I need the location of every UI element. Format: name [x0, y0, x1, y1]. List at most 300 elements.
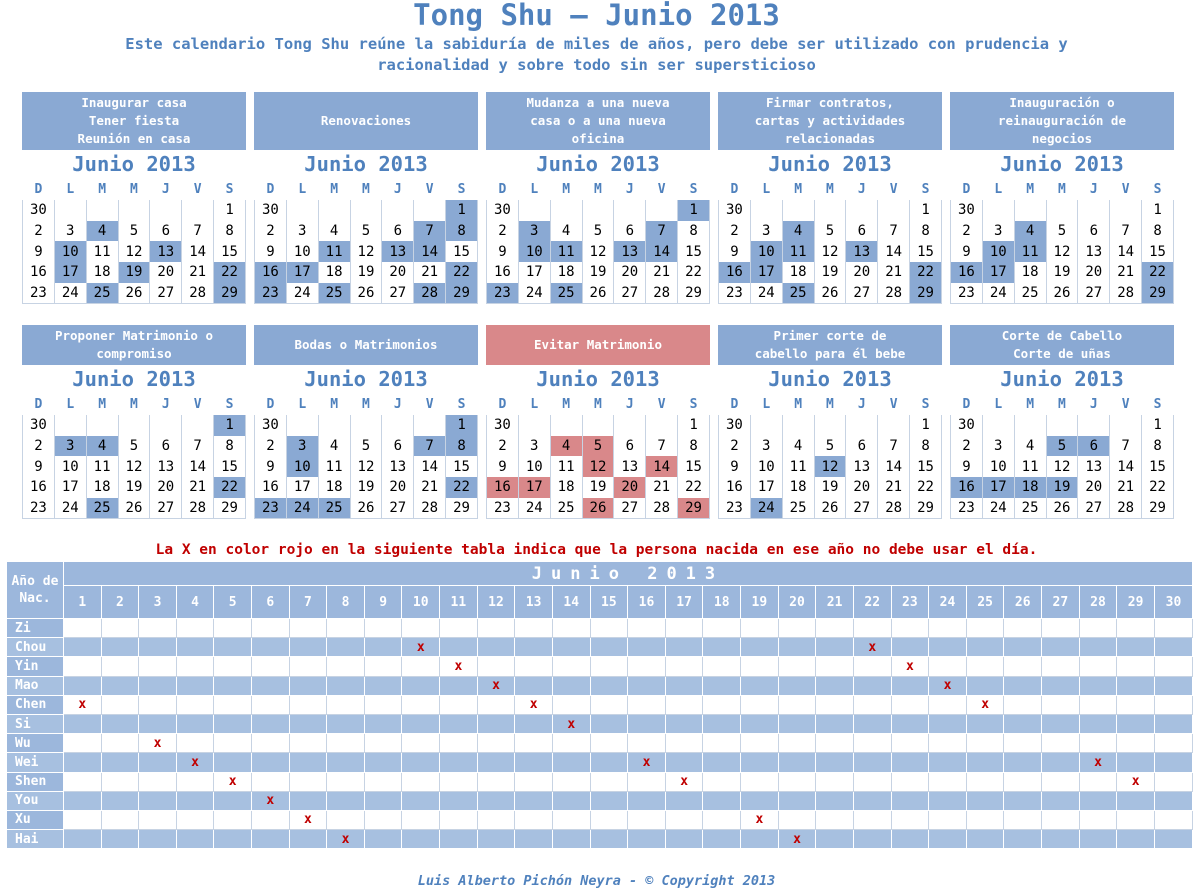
- month-label: Junio 2013: [72, 152, 196, 176]
- day-cell: 11: [782, 456, 814, 477]
- day-cell: 15: [446, 241, 478, 262]
- x-mark: x: [139, 734, 177, 753]
- day-cell: 1: [446, 415, 478, 436]
- weekday-header: D: [498, 396, 507, 412]
- mark-cell: [477, 657, 515, 676]
- weekday-header: J: [393, 181, 402, 197]
- day-header: 4: [176, 586, 214, 619]
- day-cell: [318, 415, 350, 436]
- mark-cell: [590, 753, 628, 772]
- mark-cell: [139, 791, 177, 810]
- mark-cell: [440, 695, 478, 714]
- birth-year-label: You: [7, 791, 64, 810]
- day-cell: 28: [414, 283, 446, 304]
- mark-cell: [552, 810, 590, 829]
- day-cell: 10: [286, 241, 318, 262]
- day-cell: [414, 200, 446, 221]
- day-header: 26: [1004, 586, 1042, 619]
- day-cell: [878, 415, 910, 436]
- day-cell: [550, 415, 582, 436]
- weekday-header: J: [393, 396, 402, 412]
- day-cell: 13: [846, 241, 878, 262]
- weekday-header: J: [625, 396, 634, 412]
- day-cell: 9: [719, 241, 751, 262]
- mark-cell: [63, 791, 101, 810]
- mark-cell: [1079, 714, 1117, 733]
- mark-cell: [816, 753, 854, 772]
- mark-cell: [176, 734, 214, 753]
- mark-cell: [929, 753, 967, 772]
- day-cell: 8: [678, 436, 710, 457]
- day-cell: 18: [318, 477, 350, 498]
- panel-title: [950, 92, 1174, 150]
- day-cell: 11: [1014, 241, 1046, 262]
- mark-cell: [440, 810, 478, 829]
- day-cell: [382, 200, 414, 221]
- mark-cell: [515, 657, 553, 676]
- weekday-header: L: [994, 181, 1003, 197]
- day-cell: 6: [846, 221, 878, 242]
- mark-cell: [477, 791, 515, 810]
- day-cell: 20: [150, 262, 182, 283]
- day-cell: 14: [1110, 241, 1142, 262]
- mark-cell: [891, 676, 929, 695]
- weekday-header: S: [225, 396, 234, 412]
- day-cell: 13: [1078, 456, 1110, 477]
- birth-year-label: Yin: [7, 657, 64, 676]
- day-cell: 7: [1110, 221, 1142, 242]
- mark-cell: [477, 695, 515, 714]
- day-cell: 3: [54, 436, 86, 457]
- birth-year-label: Chen: [7, 695, 64, 714]
- panel-title: [950, 325, 1174, 365]
- day-cell: 19: [1046, 477, 1078, 498]
- mark-cell: [816, 772, 854, 791]
- mark-cell: [101, 753, 139, 772]
- day-cell: 10: [750, 456, 782, 477]
- day-cell: 30: [23, 415, 55, 436]
- mark-cell: [966, 772, 1004, 791]
- day-cell: [286, 200, 318, 221]
- month-grid: [254, 393, 478, 519]
- day-cell: 1: [1142, 200, 1174, 221]
- weekday-header: L: [530, 181, 539, 197]
- mark-cell: [402, 830, 440, 849]
- day-cell: 20: [382, 477, 414, 498]
- day-cell: [782, 415, 814, 436]
- day-cell: 11: [1014, 456, 1046, 477]
- day-cell: 19: [814, 262, 846, 283]
- table-row: [7, 695, 1193, 714]
- mark-cell: [402, 619, 440, 638]
- mark-cell: [703, 791, 741, 810]
- day-header: 24: [929, 586, 967, 619]
- weekday-header: M: [562, 396, 571, 412]
- mark-cell: [1154, 772, 1192, 791]
- month-grid: [486, 178, 710, 304]
- mark-cell: [703, 772, 741, 791]
- calendar-panel: [254, 92, 478, 304]
- mark-cell: [816, 714, 854, 733]
- day-cell: 21: [878, 477, 910, 498]
- mark-cell: [741, 695, 779, 714]
- day-cell: [1046, 200, 1078, 221]
- day-cell: 27: [846, 283, 878, 304]
- day-cell: 24: [750, 498, 782, 519]
- weekday-header: S: [1153, 181, 1162, 197]
- day-cell: 23: [255, 283, 287, 304]
- day-cell: 11: [86, 241, 118, 262]
- x-mark: x: [853, 638, 891, 657]
- day-cell: 11: [318, 241, 350, 262]
- day-cell: 10: [54, 456, 86, 477]
- mark-cell: [741, 638, 779, 657]
- mark-cell: [176, 714, 214, 733]
- day-cell: 10: [982, 241, 1014, 262]
- day-cell: 7: [878, 436, 910, 457]
- mark-cell: [214, 830, 252, 849]
- day-cell: 19: [118, 262, 150, 283]
- day-cell: 9: [487, 241, 519, 262]
- day-cell: 3: [518, 221, 550, 242]
- x-mark: x: [402, 638, 440, 657]
- day-cell: 6: [150, 436, 182, 457]
- mark-cell: [552, 772, 590, 791]
- day-cell: [318, 200, 350, 221]
- mark-cell: [853, 772, 891, 791]
- table-row: [7, 791, 1193, 810]
- day-header: 19: [741, 586, 779, 619]
- mark-cell: [1117, 638, 1155, 657]
- mark-cell: [703, 734, 741, 753]
- mark-cell: [289, 772, 327, 791]
- panel-title-line: compromiso: [96, 346, 172, 361]
- weekday-header: V: [1121, 181, 1130, 197]
- mark-cell: [741, 791, 779, 810]
- weekday-header: V: [657, 181, 666, 197]
- day-cell: 29: [214, 498, 246, 519]
- mark-cell: [289, 695, 327, 714]
- mark-cell: [515, 791, 553, 810]
- mark-cell: [1154, 810, 1192, 829]
- mark-cell: [139, 772, 177, 791]
- day-cell: 28: [878, 283, 910, 304]
- day-cell: 18: [86, 262, 118, 283]
- mark-cell: [1154, 714, 1192, 733]
- day-cell: 16: [719, 262, 751, 283]
- mark-cell: [1079, 695, 1117, 714]
- mark-cell: [778, 657, 816, 676]
- day-cell: 23: [719, 498, 751, 519]
- day-cell: 11: [782, 241, 814, 262]
- mark-cell: [966, 810, 1004, 829]
- weekday-header: S: [225, 181, 234, 197]
- mark-cell: [515, 676, 553, 695]
- mark-cell: [176, 638, 214, 657]
- weekday-header: M: [594, 181, 602, 197]
- month-grid: [22, 178, 246, 304]
- day-cell: 18: [86, 477, 118, 498]
- mark-cell: [929, 695, 967, 714]
- weekday-header: L: [530, 396, 539, 412]
- calendar-panel: [486, 325, 710, 519]
- mark-cell: [1004, 830, 1042, 849]
- mark-cell: [703, 619, 741, 638]
- day-cell: 7: [414, 221, 446, 242]
- mark-cell: [891, 619, 929, 638]
- mark-cell: [402, 772, 440, 791]
- copyright: Luis Alberto Pichón Neyra - © Copyright 2013: [417, 873, 776, 889]
- day-cell: 15: [678, 456, 710, 477]
- mark-cell: [364, 676, 402, 695]
- table-row: [7, 734, 1193, 753]
- x-mark: x: [440, 657, 478, 676]
- day-cell: 17: [286, 262, 318, 283]
- weekday-header: M: [1058, 181, 1066, 197]
- weekday-header: S: [921, 181, 930, 197]
- month-label: Junio 2013: [72, 367, 196, 391]
- subtitle-line: Este calendario Tong Shu reúne la sabiduría de miles de años, pero debe ser utilizado con prudencia y: [125, 35, 1068, 53]
- day-cell: 23: [487, 498, 519, 519]
- day-header: 5: [214, 586, 252, 619]
- mark-cell: [703, 657, 741, 676]
- mark-cell: [1079, 676, 1117, 695]
- month-grid: [718, 178, 942, 304]
- day-cell: 2: [951, 221, 983, 242]
- day-cell: 22: [1142, 262, 1174, 283]
- mark-cell: [929, 791, 967, 810]
- day-cell: 26: [1046, 498, 1078, 519]
- day-cell: 28: [182, 283, 214, 304]
- mark-cell: [176, 619, 214, 638]
- mark-cell: [929, 619, 967, 638]
- x-mark: x: [515, 695, 553, 714]
- day-cell: [1014, 200, 1046, 221]
- day-cell: 8: [678, 221, 710, 242]
- mark-cell: [778, 810, 816, 829]
- day-cell: 2: [23, 436, 55, 457]
- mark-cell: [628, 657, 666, 676]
- day-cell: 20: [614, 477, 646, 498]
- mark-cell: [101, 734, 139, 753]
- day-header: 30: [1154, 586, 1192, 619]
- day-cell: 27: [614, 283, 646, 304]
- panel-title-line: Bodas o Matrimonios: [294, 337, 438, 352]
- day-cell: 23: [487, 283, 519, 304]
- mark-cell: [891, 772, 929, 791]
- day-cell: [350, 415, 382, 436]
- month-grid: [22, 393, 246, 519]
- mark-cell: [63, 714, 101, 733]
- mark-cell: [252, 714, 290, 733]
- day-header: 3: [139, 586, 177, 619]
- day-cell: 6: [150, 221, 182, 242]
- mark-cell: [778, 772, 816, 791]
- mark-cell: [778, 734, 816, 753]
- day-cell: 12: [118, 241, 150, 262]
- panel-title-line: Evitar Matrimonio: [534, 337, 662, 352]
- day-cell: 27: [846, 498, 878, 519]
- day-cell: 18: [782, 262, 814, 283]
- weekday-header: V: [425, 181, 434, 197]
- day-cell: 30: [719, 200, 751, 221]
- day-cell: 27: [1078, 498, 1110, 519]
- day-cell: 21: [182, 477, 214, 498]
- weekday-header: L: [66, 181, 75, 197]
- x-mark: x: [966, 695, 1004, 714]
- day-cell: 14: [878, 456, 910, 477]
- table-month-header: Junio 2013: [63, 562, 1192, 586]
- mark-cell: [552, 619, 590, 638]
- day-cell: 22: [214, 477, 246, 498]
- mark-cell: [929, 830, 967, 849]
- day-cell: 17: [750, 477, 782, 498]
- mark-cell: [891, 734, 929, 753]
- day-cell: 6: [614, 221, 646, 242]
- day-cell: [1078, 415, 1110, 436]
- mark-cell: [816, 619, 854, 638]
- mark-cell: [1117, 753, 1155, 772]
- mark-cell: [816, 830, 854, 849]
- day-cell: 18: [318, 262, 350, 283]
- day-header: 16: [628, 586, 666, 619]
- mark-cell: [1004, 619, 1042, 638]
- day-header: 11: [440, 586, 478, 619]
- day-cell: 29: [1142, 283, 1174, 304]
- mark-cell: [1042, 753, 1080, 772]
- day-cell: 6: [1078, 221, 1110, 242]
- mark-cell: [214, 619, 252, 638]
- mark-cell: [477, 753, 515, 772]
- weekday-header: L: [298, 181, 307, 197]
- mark-cell: [703, 714, 741, 733]
- weekday-header: M: [1026, 181, 1035, 197]
- day-cell: [646, 200, 678, 221]
- mark-cell: [176, 657, 214, 676]
- birth-year-label: Hai: [7, 830, 64, 849]
- day-header: 18: [703, 586, 741, 619]
- day-cell: 4: [1014, 221, 1046, 242]
- mark-cell: [402, 714, 440, 733]
- day-cell: 12: [814, 456, 846, 477]
- panel-title-line: Tener fiesta: [88, 113, 180, 128]
- mark-cell: [139, 619, 177, 638]
- day-cell: 1: [910, 200, 942, 221]
- day-cell: 8: [446, 436, 478, 457]
- day-cell: 5: [814, 221, 846, 242]
- mark-cell: [816, 734, 854, 753]
- day-cell: [982, 415, 1014, 436]
- mark-cell: [552, 695, 590, 714]
- day-cell: 6: [382, 436, 414, 457]
- mark-cell: [327, 753, 365, 772]
- weekday-header: D: [266, 181, 275, 197]
- day-cell: 1: [1142, 415, 1174, 436]
- day-cell: 15: [910, 241, 942, 262]
- day-cell: 3: [982, 221, 1014, 242]
- day-cell: 24: [286, 283, 318, 304]
- mark-cell: [214, 734, 252, 753]
- mark-cell: [327, 695, 365, 714]
- mark-cell: [364, 772, 402, 791]
- mark-cell: [552, 657, 590, 676]
- weekday-header: M: [826, 396, 834, 412]
- mark-cell: [590, 638, 628, 657]
- mark-cell: [741, 772, 779, 791]
- panel-title-line: relacionadas: [784, 131, 876, 146]
- day-cell: 24: [286, 498, 318, 519]
- mark-cell: [252, 830, 290, 849]
- day-cell: 2: [719, 221, 751, 242]
- mark-cell: [402, 791, 440, 810]
- mark-cell: [891, 791, 929, 810]
- mark-cell: [63, 810, 101, 829]
- day-cell: [414, 415, 446, 436]
- day-cell: 20: [382, 262, 414, 283]
- panel-title-line: cartas y actividades: [754, 113, 906, 128]
- day-cell: 5: [350, 221, 382, 242]
- day-cell: [518, 415, 550, 436]
- mark-cell: [966, 676, 1004, 695]
- day-cell: 2: [255, 436, 287, 457]
- day-cell: [382, 415, 414, 436]
- table-row: [7, 638, 1193, 657]
- panel-title-line: casa o a una nueva: [530, 113, 666, 128]
- day-cell: 13: [150, 241, 182, 262]
- table-row: [7, 772, 1193, 791]
- month-label: Junio 2013: [304, 152, 428, 176]
- day-cell: 12: [118, 456, 150, 477]
- mark-cell: [440, 638, 478, 657]
- mark-cell: [552, 753, 590, 772]
- weekday-header: L: [762, 181, 771, 197]
- mark-cell: [327, 734, 365, 753]
- mark-cell: [853, 830, 891, 849]
- day-cell: 20: [150, 477, 182, 498]
- day-cell: 30: [951, 415, 983, 436]
- day-cell: 26: [1046, 283, 1078, 304]
- mark-cell: [590, 734, 628, 753]
- day-cell: 9: [255, 241, 287, 262]
- weekday-header: S: [1153, 396, 1162, 412]
- weekday-header: L: [994, 396, 1003, 412]
- panel-title-line: Reunión en casa: [77, 131, 191, 146]
- day-cell: [750, 200, 782, 221]
- mark-cell: [440, 714, 478, 733]
- mark-cell: [1154, 791, 1192, 810]
- mark-cell: [252, 619, 290, 638]
- mark-cell: [515, 830, 553, 849]
- mark-cell: [440, 772, 478, 791]
- mark-cell: [252, 657, 290, 676]
- mark-cell: [891, 638, 929, 657]
- day-cell: 23: [951, 498, 983, 519]
- weekday-header: J: [625, 181, 634, 197]
- day-header: 17: [665, 586, 703, 619]
- day-cell: 27: [1078, 283, 1110, 304]
- mark-cell: [778, 676, 816, 695]
- weekday-header: V: [889, 181, 898, 197]
- mark-cell: [327, 714, 365, 733]
- mark-cell: [816, 638, 854, 657]
- day-header: 1: [63, 586, 101, 619]
- day-cell: 6: [1078, 436, 1110, 457]
- mark-cell: [1004, 772, 1042, 791]
- day-cell: 14: [414, 241, 446, 262]
- mark-cell: [552, 676, 590, 695]
- day-cell: 21: [414, 262, 446, 283]
- day-cell: 27: [382, 498, 414, 519]
